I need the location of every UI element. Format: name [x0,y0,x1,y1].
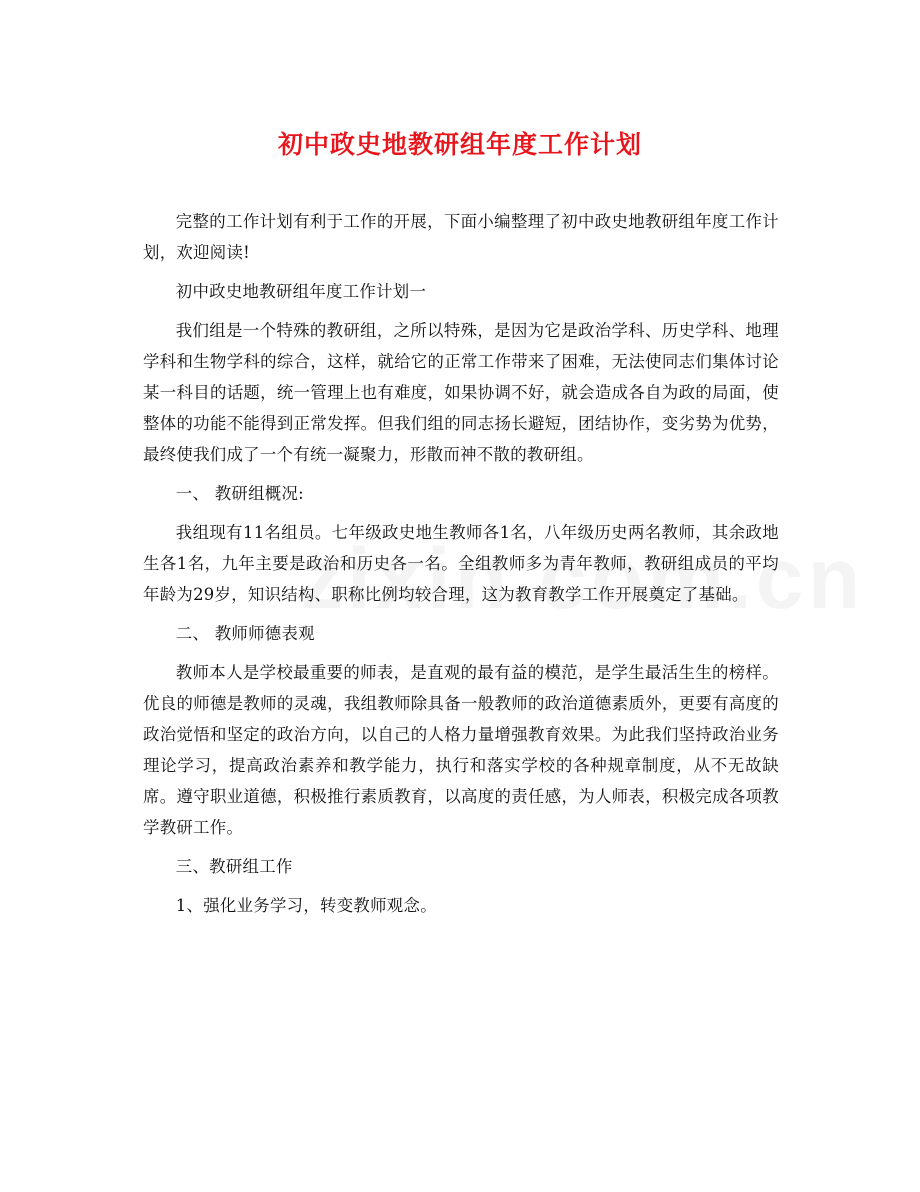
section-heading: 一、 教研组概况: [175,484,304,503]
section-heading: 二、 教师师德表观 [175,624,315,643]
intro-paragraph: 完整的工作计划有利于工作的开展，下面小编整理了初中政史地教研组年度工作计划，欢迎阅读! [143,212,779,262]
section-subtitle: 初中政史地教研组年度工作计划一 [175,282,427,301]
body-paragraph: 教师本人是学校最重要的师表，是直观的最有益的模范，是学生最活生生的榜样。优良的师德是教师的灵魂，我组教师除具备一般教师的政治道德素质外，更要有高度的政治觉悟和坚定的政治方向，以自己的人格力量增强教育效果。为此我们坚持政治业务理论学习，提高政治素养和教学能力，执行和落实学校的各种规章制度，从不无故缺席。遵守职业道德，积极推行素质教育，以高度的责任感，为人师表，积极完成各项教学教研工作。 [143,663,779,837]
list-item: 1、强化业务学习，转变教师观念。 [175,896,437,915]
section-heading: 三、教研组工作 [175,857,293,876]
body-paragraph: 我们组是一个特殊的教研组，之所以特殊，是因为它是政治学科、历史学科、地理学科和生物学科的综合，这样，就给它的正常工作带来了困难，无法使同志们集体讨论某一科目的话题，统一管理上也有难度，如果协调不好，就会造成各自为政的局面，使整体的功能不能得到正常发挥。但我们组的同志扬长避短，团结协作，变劣势为优势，最终使我们成了一个有统一凝聚力，形散而神不散的教研组。 [143,321,779,464]
document-title: 初中政史地教研组年度工作计划 [277,130,642,159]
body-paragraph: 我组现有11名组员。七年级政史地生教师各1名，八年级历史两名教师，其余政地生各1名，九年主要是政治和历史各一名。全组教师多为青年教师，教研组成员的平均年龄为29岁，知识结构、职称比例均较合理，这为教育教学工作开展奠定了基础。 [143,523,779,604]
document-body [143,206,779,921]
